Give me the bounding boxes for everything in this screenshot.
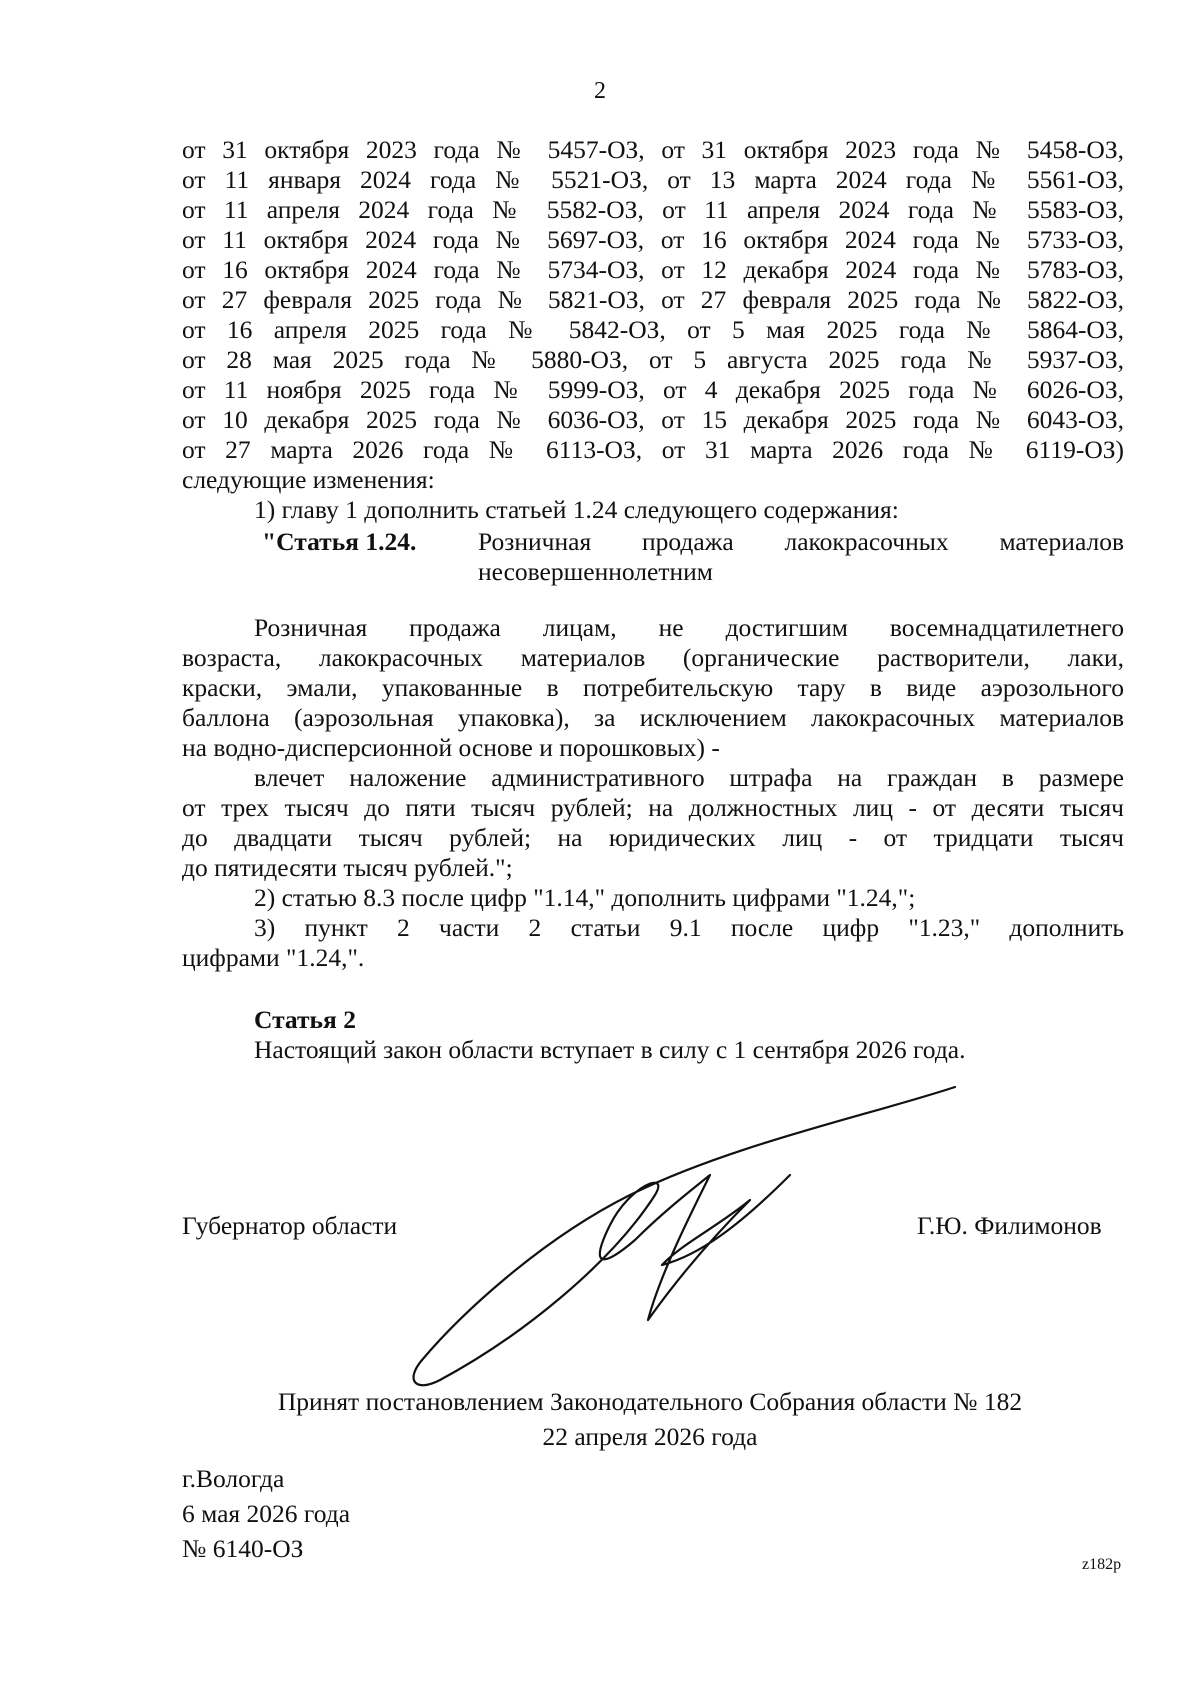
text-line: от 16 октября 2024 года № 5734-ОЗ, от 12 декабря 2024 года № 5783-ОЗ,	[182, 255, 1124, 284]
text-line: от 27 марта 2026 года № 6113-ОЗ, от 31 марта 2026 года № 6119-ОЗ)	[182, 435, 1124, 464]
text-line: от 11 ноября 2025 года № 5999-ОЗ, от 4 декабря 2025 года № 6026-ОЗ,	[182, 375, 1124, 404]
text-line: от 28 мая 2025 года № 5880-ОЗ, от 5 августа 2025 года № 5937-ОЗ,	[182, 345, 1124, 374]
signatory-position: Губернатор области	[182, 1211, 398, 1240]
document-code: z182p	[1082, 1556, 1122, 1573]
amendment-item-2: 2) статью 8.3 после цифр "1.14," дополнить цифрами "1.24,";	[254, 883, 916, 912]
text-line: от трех тысяч до пяти тысяч рублей; на должностных лиц - от десяти тысяч	[182, 793, 1124, 822]
article-1-24-body	[182, 613, 1124, 973]
signature-image	[400, 1075, 980, 1405]
text-line: влечет наложение административного штрафа на граждан в размере	[254, 763, 1124, 792]
text-line: от 11 октября 2024 года № 5697-ОЗ, от 16 октября 2024 года № 5733-ОЗ,	[182, 225, 1124, 254]
text-line: цифрами "1.24,".	[182, 943, 365, 972]
adoption-resolution: Принят постановлением Законодательного Собрания области № 182	[277, 1387, 1023, 1416]
text-line: от 11 января 2024 года № 5521-ОЗ, от 13 марта 2024 года № 5561-ОЗ,	[182, 165, 1124, 194]
article-title	[478, 527, 1124, 587]
place-of-signing: г.Вологда	[182, 1464, 285, 1493]
text-line: возраста, лакокрасочных материалов (органические растворители, лаки,	[182, 643, 1124, 672]
adoption-date: 22 апреля 2026 года	[542, 1422, 758, 1451]
text-line: от 16 апреля 2025 года № 5842-ОЗ, от 5 мая 2025 года № 5864-ОЗ,	[182, 315, 1124, 344]
text-line: от 31 октября 2023 года № 5457-ОЗ, от 31 октября 2023 года № 5458-ОЗ,	[182, 135, 1124, 164]
text-line: следующие изменения:	[182, 465, 435, 494]
article-2-heading: Статья 2	[254, 1005, 356, 1034]
text-line: от 11 апреля 2024 года № 5582-ОЗ, от 11 апреля 2024 года № 5583-ОЗ,	[182, 195, 1124, 224]
text-line: от 27 февраля 2025 года № 5821-ОЗ, от 27 февраля 2025 года № 5822-ОЗ,	[182, 285, 1124, 314]
amendment-references	[182, 135, 1124, 525]
amendment-item-1: 1) главу 1 дополнить статьей 1.24 следующего содержания:	[254, 495, 899, 524]
article-number: "Статья 1.24.	[262, 527, 417, 556]
page-number: 2	[594, 78, 606, 104]
signing-date: 6 мая 2026 года	[182, 1499, 351, 1528]
article-title-line: несовершеннолетним	[478, 557, 713, 586]
text-line: до двадцати тысяч рублей; на юридических лиц - от тридцати тысяч	[182, 823, 1124, 852]
law-number: № 6140-ОЗ	[182, 1534, 304, 1563]
text-line: от 10 декабря 2025 года № 6036-ОЗ, от 15 декабря 2025 года № 6043-ОЗ,	[182, 405, 1124, 434]
text-line: до пятидесяти тысяч рублей.";	[182, 853, 513, 882]
text-line: баллона (аэрозольная упаковка), за исключением лакокрасочных материалов	[182, 703, 1124, 732]
text-line: на водно-дисперсионной основе и порошковых) -	[182, 733, 720, 762]
text-line: краски, эмали, упакованные в потребительскую тару в виде аэрозольного	[182, 673, 1124, 702]
article-2-text: Настоящий закон области вступает в силу с 1 сентября 2026 года.	[254, 1035, 966, 1064]
amendment-item-3: 3) пункт 2 части 2 статьи 9.1 после цифр "1.23," дополнить	[254, 913, 1124, 942]
article-title-line: Розничная продажа лакокрасочных материалов	[478, 527, 1124, 556]
text-line: Розничная продажа лицам, не достигшим восемнадцатилетнего	[254, 613, 1124, 642]
signatory-name: Г.Ю. Филимонов	[917, 1211, 1102, 1240]
